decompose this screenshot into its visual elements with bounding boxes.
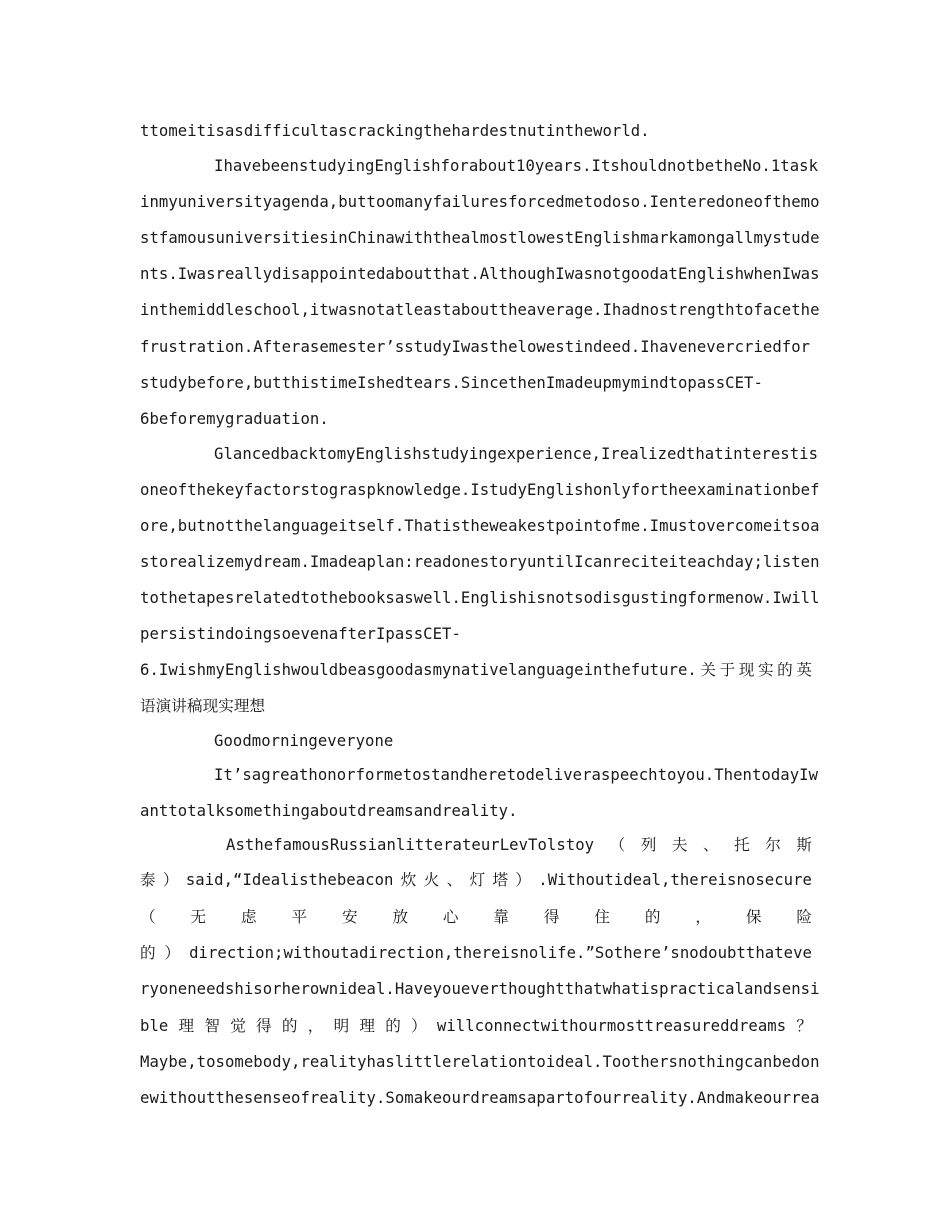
- text-line: nts.Iwasreallydisappointedaboutthat.AlthoughIwasnotgoodatEnglishwhenIwas: [140, 265, 820, 283]
- text-line: 的）direction;withoutadirection,thereisnolife.”Sothere’snodoubtthateve: [140, 944, 812, 962]
- text-line: studybefore,butthistimeIshedtears.SincethenImadeupmymindtopassCET-: [140, 374, 763, 392]
- paragraph-start-line: GlancedbacktomyEnglishstudyingexperience,Irealizedthatinterestis: [214, 445, 819, 463]
- paragraph-start-line: IhavebeenstudyingEnglishforabout10years.ItshouldnotbetheNo.1task: [214, 157, 819, 175]
- paragraph-start-line: It’sagreathonorformetostandheretodeliveraspeechtoyou.ThentodayIw: [214, 766, 819, 784]
- heading-line: 语演讲稿现实理想: [140, 697, 266, 715]
- text-line: 泰）said,“Idealisthebeacon炊火、灯塔）.Withoutideal,thereisnosecure: [140, 871, 812, 889]
- text-line: inmyuniversityagenda,buttoomanyfailuresforcedmetodoso.Ienteredoneofthemo: [140, 193, 820, 211]
- text-line: ttomeitisasdifficultascrackingthehardestnutintheworld.: [140, 122, 650, 140]
- text-line: storealizemydream.Imadeaplan:readonestoryuntilIcanreciteiteachday;listen: [140, 553, 820, 571]
- text-line: ryoneneedshisorherownideal.Haveyoueverthoughtthatwhatispracticalandsensi: [140, 980, 820, 998]
- text-line: 6beforemygraduation.: [140, 410, 329, 428]
- text-line: ore,butnotthelanguageitself.Thatistheweakestpointofme.Imustovercomeitsoa: [140, 517, 820, 535]
- greeting-line: Goodmorningeveryone: [214, 732, 394, 750]
- text-line: ewithoutthesenseofreality.Somakeourdreamsapartofourreality.Andmakeourrea: [140, 1089, 820, 1107]
- text-line: anttotalksomethingaboutdreamsandreality.: [140, 802, 518, 820]
- text-line: Maybe,tosomebody,realityhaslittlerelationtoideal.Toothersnothingcanbedon: [140, 1053, 820, 1071]
- text-line: （无虑平安放心靠得住的，保险: [140, 908, 812, 926]
- text-line: persistindoingsoevenafterIpassCET-: [140, 625, 461, 643]
- text-line: inthemiddleschool,itwasnotatleastabouttheaverage.Ihadnostrengthtofacethe: [140, 301, 820, 319]
- paragraph-start-line: AsthefamousRussianlitterateurLevTolstoy（列夫、托尔斯: [226, 836, 812, 854]
- text-line: ble理智觉得的，明理的）willconnectwithourmosttreasureddreams？: [140, 1017, 812, 1035]
- text-line: 6.IwishmyEnglishwouldbeasgoodasmynativelanguageinthefuture.关于现实的英: [140, 661, 812, 679]
- text-line: frustration.Afterasemester’sstudyIwasthelowestindeed.Ihavenevercriedfor: [140, 338, 811, 356]
- text-line: tothetapesrelatedtothebooksaswell.Englishisnotsodisgustingformenow.Iwill: [140, 589, 820, 607]
- text-line: oneofthekeyfactorstograspknowledge.IstudyEnglishonlyfortheexaminationbef: [140, 481, 820, 499]
- text-line: stfamousuniversitiesinChinawiththealmostlowestEnglishmarkamongallmystude: [140, 229, 820, 247]
